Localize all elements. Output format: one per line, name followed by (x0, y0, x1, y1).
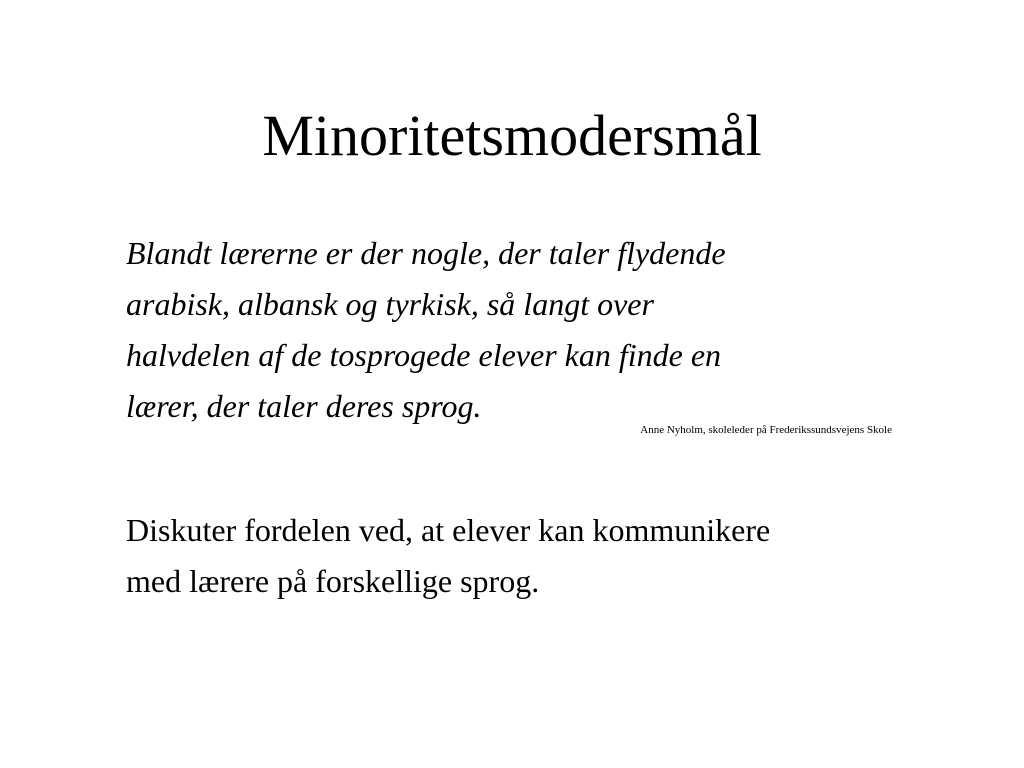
quote-text (126, 228, 916, 432)
prompt-line-1: Diskuter fordelen ved, at elever kan kommunikere (126, 512, 771, 548)
prompt-line-2: med lærere på forskellige sprog. (126, 563, 540, 599)
quote-line-1: Blandt lærerne er der nogle, der taler flydende (126, 235, 726, 271)
quote-line-4: lærer, der taler deres sprog. (126, 388, 482, 424)
discussion-prompt (126, 505, 966, 607)
quote-attribution: Anne Nyholm, skoleleder på Frederikssundsvejens Skole (640, 424, 892, 436)
quote-line-2: arabisk, albansk og tyrkisk, så langt over (126, 286, 654, 322)
slide-title: Minoritetsmodersmål (262, 103, 762, 168)
quote-line-3: halvdelen af de tosprogede elever kan finde en (126, 337, 722, 373)
